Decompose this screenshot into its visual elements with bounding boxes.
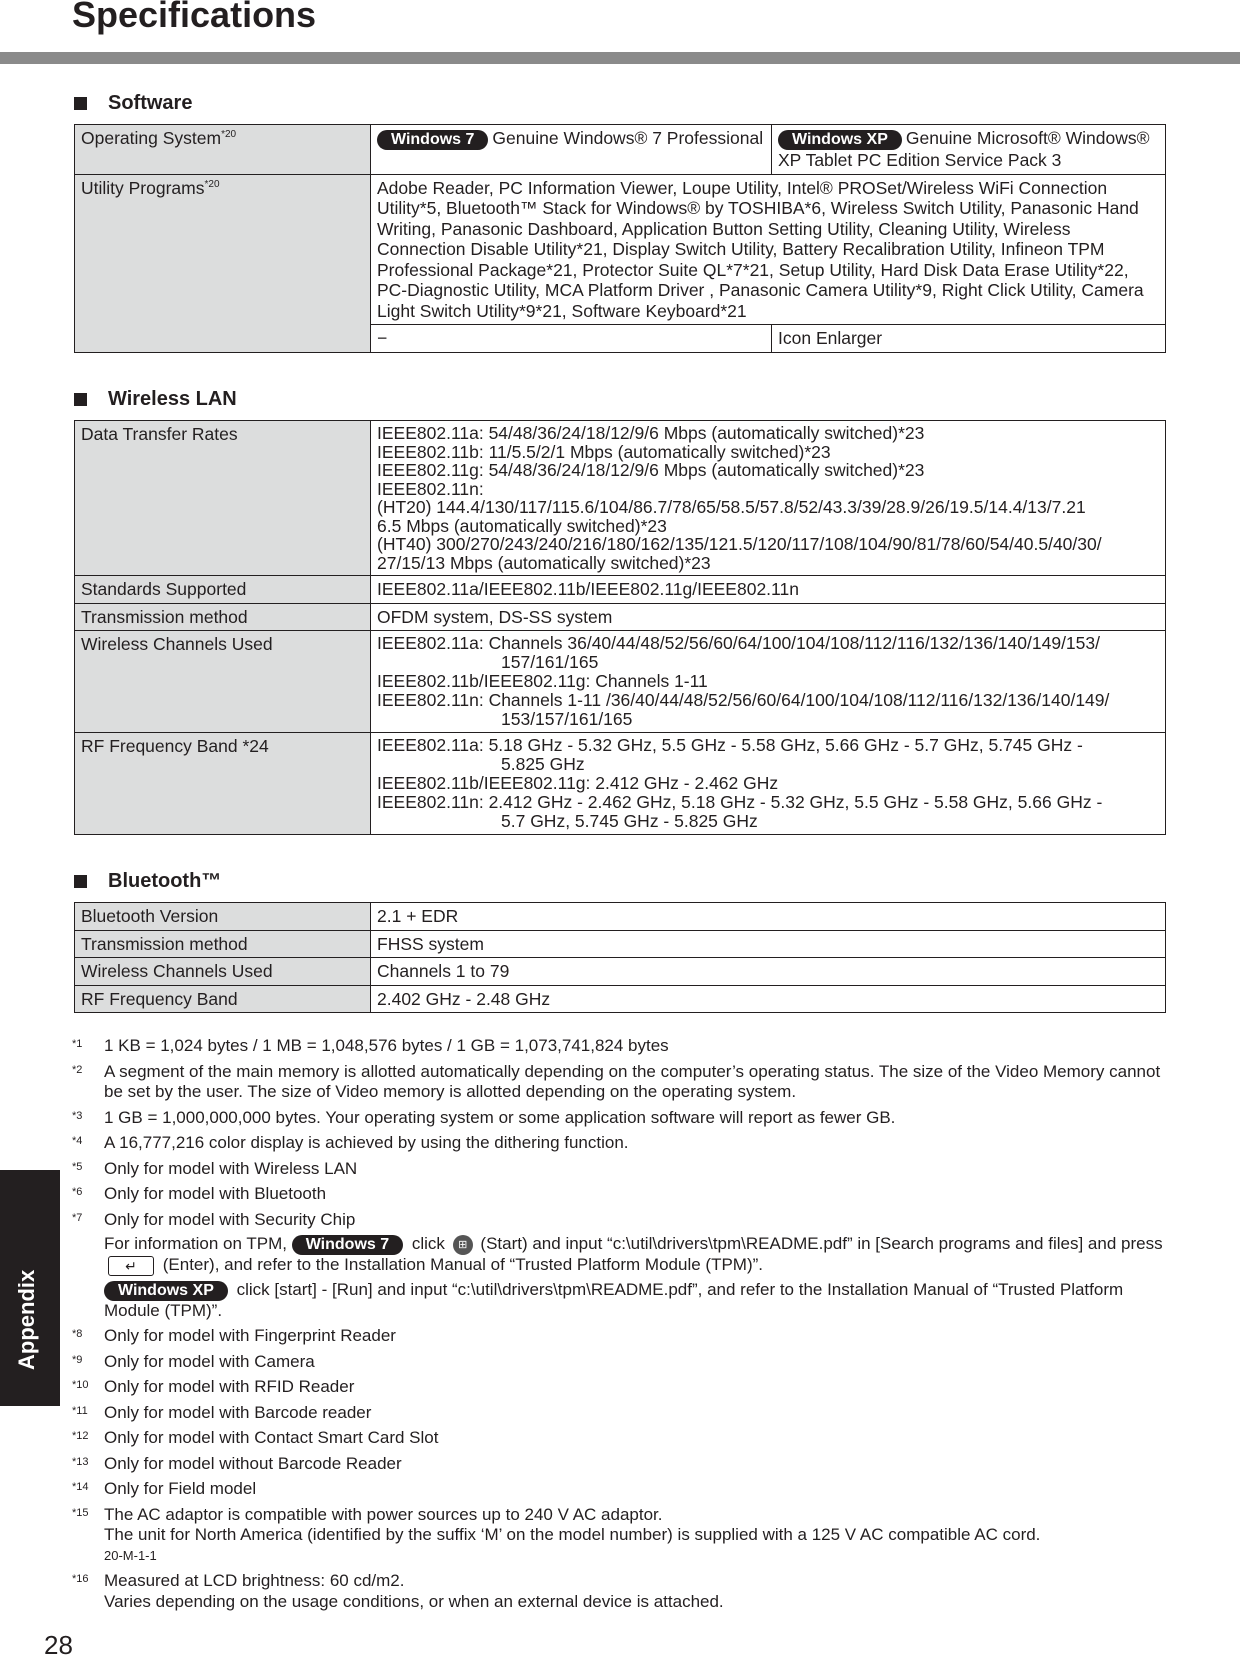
footnote: *2 A segment of the main memory is allotted automatically depending on the computer’s operating status. The size of the Video Memory cannot be set by the user. The size of Video memory is allotted depending on the operating system. (72, 1061, 1161, 1101)
table-row (75, 174, 1166, 325)
footnote: *8 Only for model with Fingerprint Reader (72, 1326, 396, 1346)
software-heading: Software (72, 92, 192, 115)
os-winxp-cell: Windows XP Genuine Microsoft® Windows® XP Tablet PC Edition Service Pack 3 (772, 125, 1166, 175)
square-bullet-icon (74, 393, 87, 406)
wlan-label: RF Frequency Band *24 (75, 733, 371, 835)
util-text: Adobe Reader, PC Information Viewer, Loupe Utility, Intel® PROSet/Wireless WiFi Connection Utility*5, Bluetooth™ Stack for Windows® by TOSHIBA*6, Wireless Switch Utility, Panasonic Hand Writing, Panasonic Dashboard, Application Button Setting Utility, Cleaning Utility, Wireless Connection Disable Utility*21, Display Switch Utility, Battery Recalibration Utility, Infineon TPM Professional Package*21, Protector Suite QL*7*21, Setup Utility, Hard Disk Data Erase Utility*22, PC-Diagnostic Utility, MCA Platform Driver , Panasonic Camera Utility*9, Right Click Utility, Camera Light Switch Utility*9*21, Software Keyboard*21 (371, 174, 1166, 325)
table-row (75, 631, 1166, 733)
windows7-badge: Windows 7 (377, 130, 488, 150)
footnote: *12 Only for model with Contact Smart Card Slot (72, 1428, 439, 1448)
util-win7-extra: − (371, 325, 772, 353)
table-row (75, 421, 1166, 576)
table-row (75, 603, 1166, 631)
footnote: *5 Only for model with Wireless LAN (72, 1158, 358, 1178)
wlan-value: IEEE802.11a/IEEE802.11b/IEEE802.11g/IEEE802.11n (371, 576, 1166, 604)
windows7-badge: Windows 7 (292, 1235, 403, 1255)
footnote: *10 Only for model with RFID Reader (72, 1377, 355, 1397)
footnote: *6 Only for model with Bluetooth (72, 1184, 327, 1203)
wlan-label: Standards Supported (75, 576, 371, 604)
footnote: *11 Only for model with Barcode reader (72, 1402, 372, 1422)
software-table (74, 124, 1166, 353)
wlan-table (74, 420, 1166, 835)
os-label: Operating System$^{*20}$ (75, 125, 371, 175)
windows-start-icon: ⊞ (453, 1235, 473, 1255)
windowsxp-badge: Windows XP (104, 1281, 228, 1301)
bt-value: FHSS system (371, 930, 1166, 958)
table-row (75, 125, 1166, 175)
footnotes (72, 1036, 1172, 1617)
table-row (75, 985, 1166, 1013)
bt-label: Bluetooth Version (75, 903, 371, 931)
footnote: *9 Only for model with Camera (72, 1351, 315, 1371)
wlan-heading: Wireless LAN (72, 388, 237, 411)
page-number: 28 (44, 1630, 73, 1660)
bluetooth-table (74, 902, 1166, 1013)
util-winxp-extra: Icon Enlarger (772, 325, 1166, 353)
util-label: Utility Programs$^{*20}$ (75, 174, 371, 352)
footnote: *13 Only for model without Barcode Reader (72, 1453, 402, 1473)
title-rule (0, 52, 1240, 64)
table-row (75, 903, 1166, 931)
square-bullet-icon (74, 875, 87, 888)
wlan-value: IEEE802.11a: Channels 36/40/44/48/52/56/60/64/100/104/108/112/116/132/136/140/149/153/ 157/161/165 IEEE802.11b/IEEE802.11g: Channels 1-11 IEEE802.11n: Channels 1-11 /36/40/44/48/52/56/60/64/100/104/108/112/116/132/136/140/149/ 153/157/161/165 (371, 631, 1166, 733)
footnote: *4 A 16,777,216 color display is achieved by using the dithering function. (72, 1133, 629, 1152)
bt-label: RF Frequency Band (75, 985, 371, 1013)
page-title: Specifications (72, 0, 317, 35)
wlan-label: Data Transfer Rates (75, 421, 371, 576)
footnote: *1 1 KB = 1,024 bytes / 1 MB = 1,048,576 bytes / 1 GB = 1,073,741,824 bytes (72, 1036, 669, 1055)
square-bullet-icon (74, 97, 87, 110)
table-row (75, 930, 1166, 958)
footnote: *7 Only for model with Security Chip For information on TPM, Windows 7 click ⊞ (Start) and input “c:\util\drivers\tpm\README.pdf” in [Search programs and files] and press ↵ (Enter), and refer to the Installation Manual of “Trusted Platform Module (TPM)”. Windows XP click [start] - [Run] and input “c:\util\drivers\tpm\README.pdf”, and refer to the Installation Manual of “Trusted Platform Module (TPM)”. (72, 1210, 1172, 1322)
footnote: *3 1 GB = 1,000,000,000 bytes. Your operating system or some application software will report as fewer GB. (72, 1107, 896, 1127)
bt-label: Wireless Channels Used (75, 958, 371, 986)
tpm-winxp-instructions: Windows XP click [start] - [Run] and input “c:\util\drivers\tpm\README.pdf”, and refer to the Installation Manual of “Trusted Platform Module (TPM)”. (104, 1279, 1124, 1320)
bluetooth-heading: Bluetooth™ (72, 870, 221, 893)
bt-label: Transmission method (75, 930, 371, 958)
table-row (75, 958, 1166, 986)
enter-key-icon: ↵ (108, 1256, 154, 1276)
wlan-label: Transmission method (75, 603, 371, 631)
bt-value: 2.402 GHz - 2.48 GHz (371, 985, 1166, 1013)
os-win7-cell: Windows 7 Genuine Windows® 7 Professional (371, 125, 772, 175)
bt-value: Channels 1 to 79 (371, 958, 1166, 986)
wlan-value: OFDM system, DS-SS system (371, 603, 1166, 631)
wlan-label: Wireless Channels Used (75, 631, 371, 733)
wlan-value: IEEE802.11a: 5.18 GHz - 5.32 GHz, 5.5 GHz - 5.58 GHz, 5.66 GHz - 5.7 GHz, 5.745 GHz - 5.825 GHz IEEE802.11b/IEEE802.11g: 2.412 GHz - 2.462 GHz IEEE802.11n: 2.412 GHz - 2.462 GHz, 5.18 GHz - 5.32 GHz, 5.5 GHz - 5.58 GHz, 5.66 GHz - 5.7 GHz, 5.745 GHz - 5.825 GHz (371, 733, 1166, 835)
table-row (75, 576, 1166, 604)
wlan-value: IEEE802.11a: 54/48/36/24/18/12/9/6 Mbps (automatically switched)*23 IEEE802.11b: 11/5.5/2/1 Mbps (automatically switched)*23 IEEE802.11g: 54/48/36/24/18/12/9/6 Mbps (automatically switched)*23 IEEE802.11n: (HT20) 144.4/130/117/115.6/104/86.7/78/65/58.5/57.8/52/43.3/39/28.9/26/19.5/14.4/13/7.21 6.5 Mbps (automatically switched)*23 (HT40) 300/270/243/240/216/180/162/135/121.5/120/117/108/104/90/81/78/60/54/40.5/40/30/ 27/15/13 Mbps (automatically switched)*23 (371, 421, 1166, 576)
tpm-win7-instructions: For information on TPM, Windows 7 click ⊞ (Start) and input “c:\util\drivers\tpm\README.pdf” in [Search programs and files] and press ↵ (Enter), and refer to the Installation Manual of “Trusted Platform Module (TPM)”. (104, 1234, 1163, 1274)
footnote: *16 Measured at LCD brightness: 60 cd/m2. Varies depending on the usage conditions, or when an external device is attached. (72, 1571, 724, 1611)
bt-value: 2.1 + EDR (371, 903, 1166, 931)
footnote: *14 Only for Field model (72, 1479, 257, 1499)
table-row (75, 733, 1166, 835)
windowsxp-badge: Windows XP (778, 130, 902, 150)
footnote: *15 The AC adaptor is compatible with power sources up to 240 V AC adaptor. The unit for North America (identified by the suffix ‘M’ on the model number) is supplied with a 125 V AC compatible AC cord. 20-M-1-1 (72, 1504, 1041, 1563)
appendix-side-tab: Appendix (0, 1170, 60, 1406)
